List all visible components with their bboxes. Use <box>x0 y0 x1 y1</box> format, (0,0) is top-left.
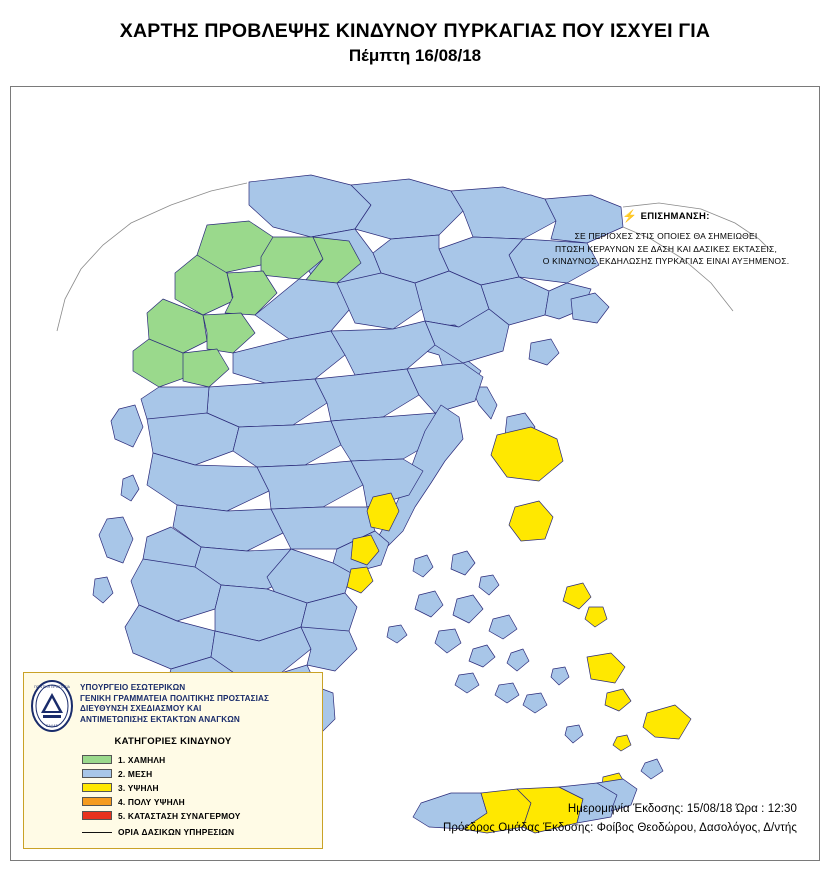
legend-item-low <box>82 753 322 766</box>
region-polygon <box>455 673 479 693</box>
region-polygon <box>529 339 559 365</box>
region-polygon <box>641 759 663 779</box>
region-polygon <box>613 735 631 751</box>
region-polygon <box>585 607 607 627</box>
region-polygon <box>413 555 433 577</box>
page-title <box>0 18 830 68</box>
region-polygon <box>207 379 327 427</box>
svg-text:ΠΟΛΙΤΙΚΗ ΠΡΟΣΤΑΣΙΑ: ΠΟΛΙΤΙΚΗ ΠΡΟΣΤΑΣΙΑ <box>34 685 70 689</box>
region-polygon <box>203 313 255 353</box>
region-polygon <box>507 649 529 671</box>
region-polygon <box>469 645 495 667</box>
footer-block <box>443 800 797 838</box>
authority-line: ΥΠΟΥΡΓΕΙΟ ΕΣΩΤΕΡΙΚΩΝ <box>80 683 186 692</box>
authority-line: ΓΕΝΙΚΗ ΓΡΑΜΜΑΤΕΙΑ ΠΟΛΙΤΙΚΗΣ ΠΡΟΣΤΑΣΙΑΣ <box>80 693 270 703</box>
region-polygon <box>451 551 475 575</box>
region-polygon <box>495 683 519 703</box>
region-polygon <box>479 575 499 595</box>
region-polygon <box>111 405 143 447</box>
region-polygon <box>347 567 373 593</box>
legend-items <box>24 753 322 822</box>
svg-text:ΕΛΛΑΣ: ΕΛΛΑΣ <box>46 724 58 728</box>
legend-item-medium <box>82 767 322 780</box>
note-heading-text: ΕΠΙΣΗΜΑΝΣΗ: <box>640 211 710 222</box>
region-polygon <box>331 321 435 375</box>
region-polygon <box>489 615 517 639</box>
title-line-1: ΧΑΡΤΗΣ ΠΡΟΒΛΕΨΗΣ ΚΙΝΔΥΝΟΥ ΠΥΡΚΑΓΙΑΣ ΠΟΥ ΙΣΧΥΕΙ ΓΙΑ <box>119 20 711 42</box>
region-polygon <box>509 501 553 541</box>
title-line-2: Πέμπτη 16/08/18 <box>348 46 482 65</box>
region-polygon <box>571 293 609 323</box>
region-polygon <box>587 653 625 683</box>
region-polygon <box>643 705 691 739</box>
legend-title: ΚΑΤΗΓΟΡΙΕΣ ΚΙΝΔΥΝΟΥ <box>114 736 232 747</box>
legend-label-low: 1. ΧΑΜΗΛΗ <box>118 754 166 765</box>
region-polygon <box>565 725 583 743</box>
legend-item-very-high <box>82 795 322 808</box>
region-polygon <box>233 331 345 383</box>
legend-label-boundary: ΟΡΙΑ ΔΑΣΙΚΩΝ ΥΠΗΡΕΣΙΩΝ <box>118 827 235 837</box>
boundary-line-icon <box>82 832 112 833</box>
region-polygon <box>233 421 341 467</box>
issuer: Πρόεδρος Ομάδας Έκδοσης: Φοίβος Θεοδώρου, Δασολόγος, Δ/ντής <box>442 822 797 834</box>
legend-label-very-high: 4. ΠΟΛΥ ΥΨΗΛΗ <box>118 796 185 807</box>
legend-item-high <box>82 781 322 794</box>
authority-line: ΑΝΤΙΜΕΤΩΠΙΣΗΣ ΕΚΤΑΚΤΩΝ ΑΝΑΓΚΩΝ <box>80 714 240 724</box>
legend-label-alarm: 5. ΚΑΤΑΣΤΑΣΗ ΣΥΝΑΓΕΡΜΟΥ <box>118 810 241 821</box>
legend-swatch-alarm <box>82 811 112 820</box>
note-line: ΠΤΩΣΗ ΚΕΡΑΥΝΩΝ ΣΕ ΔΑΣΗ ΚΑΙ ΔΑΣΙΚΕΣ ΕΚΤΑΣΕΙΣ, <box>554 243 778 254</box>
note-line: Ο ΚΙΝΔΥΝΟΣ ΕΚΔΗΛΩΣΗΣ ΠΥΡΚΑΓΙΑΣ ΕΙΝΑΙ ΑΥΞΗΜΕΝΟΣ. <box>542 256 790 266</box>
region-polygon <box>435 629 461 653</box>
legend-label-medium: 2. ΜΕΣΗ <box>118 768 153 779</box>
legend-box <box>23 672 323 849</box>
region-polygon <box>563 583 591 609</box>
region-polygon <box>121 475 139 501</box>
region-polygon <box>551 667 569 685</box>
issue-date: Ημερομηνία Έκδοσης: 15/08/18 Ώρα : 12:30 <box>567 803 797 815</box>
region-polygon <box>99 517 133 563</box>
legend-swatch-high <box>82 783 112 792</box>
region-polygon <box>183 349 229 387</box>
warning-note <box>516 209 816 268</box>
legend-swatch-low <box>82 755 112 764</box>
region-polygon <box>523 693 547 713</box>
note-line: ΣΕ ΠΕΡΙΟΧΕΣ ΣΤΙΣ ΟΠΟΙΕΣ ΘΑ ΣΗΜΕΙΩΘΕΙ <box>574 231 758 241</box>
region-polygon <box>315 369 419 421</box>
region-polygon <box>605 689 631 711</box>
region-polygon <box>387 625 407 643</box>
legend-swatch-medium <box>82 769 112 778</box>
legend-item-alarm <box>82 809 322 822</box>
region-polygon <box>257 461 363 509</box>
region-polygon <box>407 363 483 413</box>
legend-header <box>24 673 322 732</box>
region-polygon <box>453 595 483 623</box>
note-heading <box>516 209 816 223</box>
map-canvas[interactable] <box>10 86 820 861</box>
legend-swatch-very-high <box>82 797 112 806</box>
region-polygon <box>491 427 563 481</box>
authority-line: ΔΙΕΥΘΥΝΣΗ ΣΧΕΔΙΑΣΜΟΥ ΚΑΙ <box>80 704 202 713</box>
region-polygon <box>415 591 443 617</box>
legend-item-boundary <box>24 827 322 837</box>
legend-label-high: 3. ΥΨΗΛΗ <box>118 782 159 793</box>
lightning-bolt-icon: ⚡ <box>622 209 638 223</box>
region-polygon <box>249 175 371 237</box>
region-polygon <box>93 577 113 603</box>
civil-protection-emblem-icon <box>30 680 74 732</box>
authority-block <box>80 680 269 725</box>
